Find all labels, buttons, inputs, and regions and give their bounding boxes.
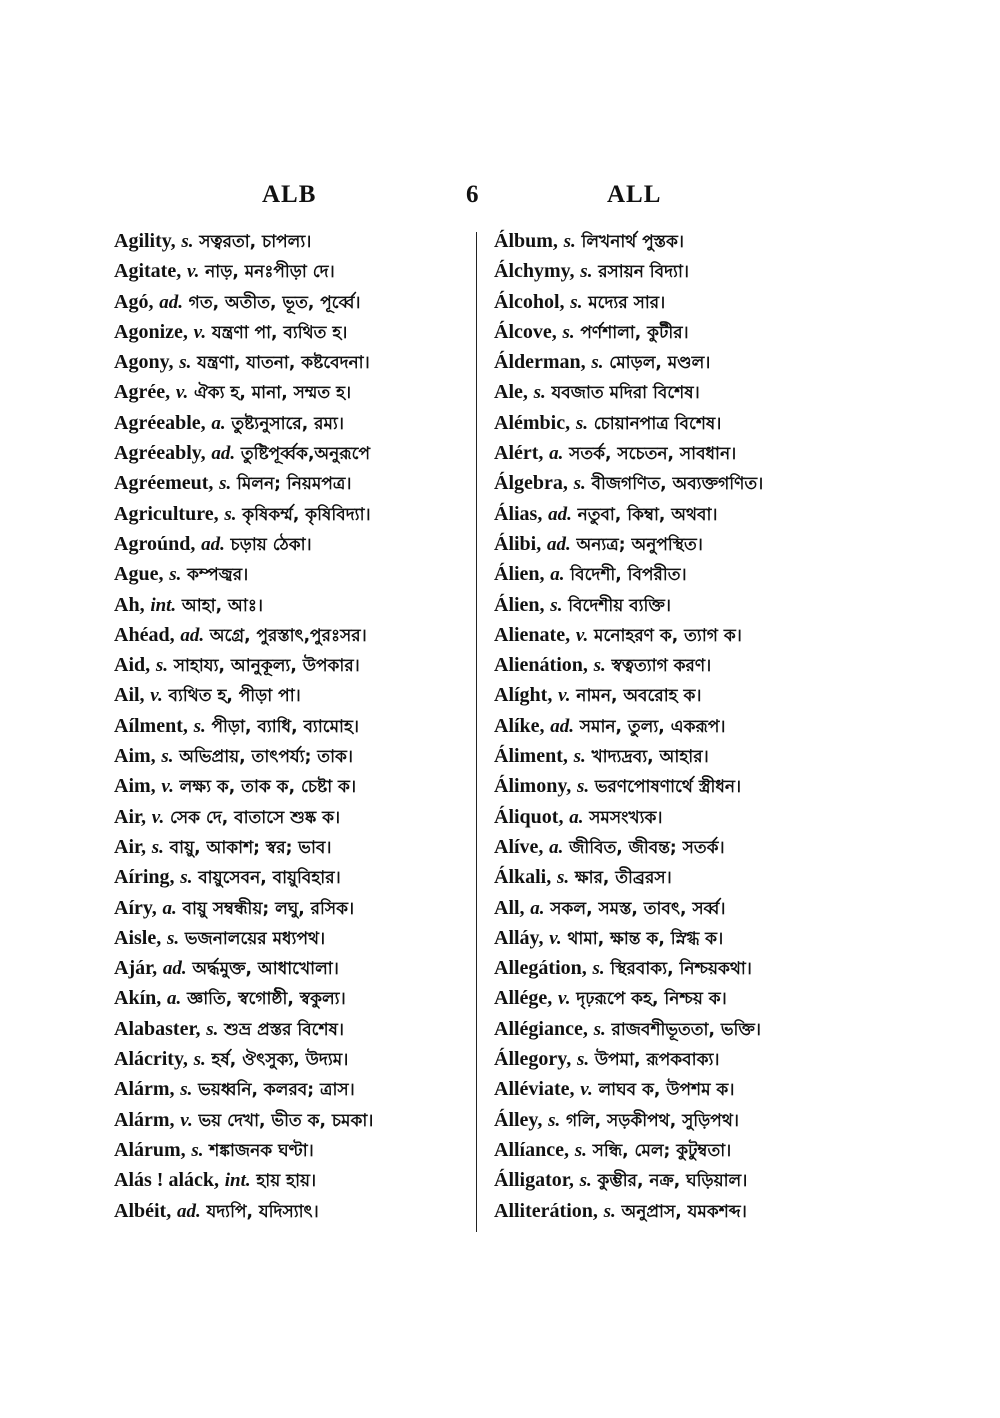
headword: Álkali, [494,866,552,889]
part-of-speech: v. [150,685,163,707]
dictionary-entry [494,650,866,680]
definition: কম্পজ্বর। [187,565,249,586]
page-number: 6 [466,181,480,208]
definition: মনোহরণ ক, ত্যাগ ক। [594,625,742,646]
definition: কুম্ভীর, নক্র, ঘড়িয়াল। [597,1171,748,1192]
dictionary-entry [494,802,866,832]
headword: Agonize, [114,320,188,343]
definition: লিখনার্থ পুস্তক। [581,232,684,252]
page-header [0,181,1000,217]
definition: অনুপ্রাস, যমকশব্দ। [621,1201,747,1222]
dictionary-entry [494,620,866,650]
headword: Agroúnd, [114,532,196,555]
right-column [494,226,866,1226]
definition: বিদেশী, বিপরীত। [570,565,687,586]
part-of-speech: v. [580,1079,593,1101]
part-of-speech: ad. [546,533,571,555]
part-of-speech: s. [570,291,583,313]
definition: রাজবশীভূততা, ভক্তি। [611,1019,761,1040]
definition: সন্ধি, মেল; কুটুম্বতা। [592,1140,732,1161]
definition: যন্ত্রণা, যাতনা, কষ্টবেদনা। [197,353,370,374]
part-of-speech: int. [224,1170,251,1192]
headword: Alabaster, [114,1017,201,1040]
part-of-speech: a. [550,564,565,586]
headword: Allegátion, [494,957,587,980]
dictionary-entry [114,620,486,650]
headword: Aílment, [114,714,188,737]
definition: খাদ্যদ্রব্য, আহার। [591,747,709,768]
dictionary-entry [494,408,866,438]
headword: Akín, [114,987,162,1010]
dictionary-entry [114,680,486,710]
headword: Ague, [114,563,164,586]
part-of-speech: s. [180,867,193,889]
definition: সমান, তুল্য, একরূপ। [579,716,726,737]
headword: Alás ! aláck, [114,1169,219,1192]
definition: বায়ু সম্বন্ধীয়; লঘু, রসিক। [182,898,355,919]
headword: Agriculture, [114,502,219,525]
definition: সেক দে, বাতাসে শুষ্ক ক। [170,807,341,828]
headword: All, [494,896,525,919]
dictionary-entry [494,1196,866,1226]
dictionary-entry [494,499,866,529]
definition: বায়ু, আকাশ; স্বর; ভাব। [169,837,332,858]
headword: Alért, [494,442,544,465]
part-of-speech: a. [549,443,564,465]
definition: যন্ত্রণা পা, ব্যথিত হ। [211,322,348,343]
dictionary-entry [114,408,486,438]
dictionary-entry [114,468,486,498]
definition: স্বত্বত্যাগ করণ। [611,656,712,677]
part-of-speech: v. [186,261,200,283]
dictionary-entry [494,711,866,741]
dictionary-entry [494,226,866,256]
dictionary-entry [114,893,486,923]
headword: Álbum, [494,230,558,252]
dictionary-entry [494,347,866,377]
dictionary-entry [494,1165,866,1195]
headword: Álimony, [494,775,572,798]
headword: Agony, [114,351,174,374]
headword: Alliterátion, [494,1199,598,1222]
part-of-speech: v. [558,685,571,707]
headword: Allégiance, [494,1017,588,1040]
dictionary-entry [494,983,866,1013]
part-of-speech: s. [592,958,605,980]
headword: Air, [114,835,147,858]
part-of-speech: s. [180,1079,193,1101]
dictionary-entry [114,1196,486,1226]
headword: Agréemeut, [114,472,214,495]
headword: Alíght, [494,684,553,707]
definition: নাড়, মনঃপীড়া দে। [205,262,335,283]
definition: থামা, ক্ষান্ত ক, স্নিগ্ধ ক। [567,928,724,949]
definition: চোয়ানপাত্র বিশেষ। [593,413,722,434]
definition: সত্বরতা, চাপল্য। [199,232,312,252]
part-of-speech: v. [161,776,174,798]
dictionary-entry [114,438,486,468]
dictionary-entry [494,1014,866,1044]
part-of-speech: v. [180,1109,193,1131]
definition: কৃষিকর্ম্ম, কৃষিবিদ্যা। [242,504,371,525]
headword: Agréeably, [114,442,206,465]
part-of-speech: ad. [211,443,236,465]
part-of-speech: s. [193,715,206,737]
part-of-speech: v. [549,927,562,949]
part-of-speech: s. [563,231,576,252]
headword: Alláy, [494,926,544,949]
headword: Aisle, [114,926,162,949]
headword: Álchymy, [494,260,575,283]
definition: শুভ্র প্রস্তর বিশেষ। [224,1019,345,1040]
definition: অভিপ্রায়, তাৎপর্য্য; তাক। [179,747,353,768]
definition: সকল, সমস্ত, তাবৎ, সৰ্ব্ব। [550,898,726,919]
definition: রসায়ন বিদ্যা। [598,262,689,283]
dictionary-entry [494,529,866,559]
dictionary-entry [114,983,486,1013]
dictionary-entry [114,1105,486,1135]
definition: যবজাত মদিরা বিশেষ। [551,383,700,404]
headword: Alárm, [114,1108,175,1131]
definition: চড়ায় ঠেকা। [230,534,312,555]
headword: Ajár, [114,957,158,980]
definition: বিদেশীয় ব্যক্তি। [568,595,671,616]
headword: Alácrity, [114,1048,188,1071]
definition: লক্ষ্য ক, তাক ক, চেষ্টা ক। [179,777,357,798]
dictionary-entry [114,287,486,317]
part-of-speech: ad. [180,624,205,646]
dictionary-entry [114,771,486,801]
definition: সাহায্য, আনুকূল্য, উপকার। [173,656,360,677]
headword: Áliment, [494,745,568,768]
dictionary-entry [494,923,866,953]
headword: Ale, [494,381,528,404]
part-of-speech: v. [193,321,207,343]
definition: অন্যত্র; অনুপস্থিত। [576,534,703,555]
definition: জীবিত, জীবন্ত; সতর্ক। [569,837,725,858]
definition: তুষ্ট্যনুসারে, রম্য। [231,413,344,434]
dictionary-entry [114,1044,486,1074]
headword: Áliquot, [494,805,564,828]
part-of-speech: s. [593,1018,606,1040]
part-of-speech: s. [151,836,164,858]
part-of-speech: ad. [550,715,575,737]
dictionary-entry [494,771,866,801]
definition: মদ্যের সার। [588,292,666,313]
definition: মিলন; নিয়মপত্র। [237,474,352,495]
definition: ক্ষার, তীব্ররস। [574,868,672,889]
part-of-speech: s. [576,1049,590,1071]
part-of-speech: int. [150,594,177,616]
definition: ভয়ধ্বনি, কলরব; ত্রাস। [198,1080,355,1101]
part-of-speech: a. [569,806,584,828]
headword: Alienátion, [494,654,588,677]
dictionary-entry [494,1135,866,1165]
definition: অগ্রে, পুরস্তাৎ,পুরঃসর। [209,625,367,646]
part-of-speech: s. [574,1139,587,1161]
dictionary-entry [114,226,486,256]
headword: Albéit, [114,1199,172,1222]
left-column [114,226,486,1226]
dictionary-entry [114,953,486,983]
definition: অৰ্দ্ধমুক্ত, আধাখোলা। [192,959,339,980]
headword: Aíring, [114,866,175,889]
headword: Air, [114,805,147,828]
dictionary-entry [114,256,486,286]
headword: Álcohol, [494,290,565,313]
header-right-guide-word: ALL [607,181,662,208]
dictionary-entry [114,802,486,832]
part-of-speech: s. [179,352,192,374]
definition: বীজগণিত, অব্যক্তগণিত। [591,474,764,495]
headword: Állegory, [494,1048,572,1071]
headword: Álley, [494,1108,543,1131]
part-of-speech: s. [573,746,586,768]
definition: আহা, আঃ। [181,595,263,616]
part-of-speech: s. [193,1049,206,1071]
part-of-speech: v. [175,382,189,404]
dictionary-entry [114,590,486,620]
headword: Alíke, [494,714,545,737]
headword: Alémbic, [494,411,571,434]
dictionary-entry [114,317,486,347]
definition: তুষ্টিপূর্ব্বক,অনুরূপে [240,444,371,465]
part-of-speech: s. [166,927,180,949]
headword: Álien, [494,563,545,586]
definition: নামন, অবরোহ ক। [576,686,702,707]
dictionary-entry [494,953,866,983]
dictionary-entry [494,680,866,710]
dictionary-entry [494,256,866,286]
dictionary-entry [494,438,866,468]
part-of-speech: s. [603,1200,616,1222]
headword: Aim, [114,745,156,768]
headword: Alienate, [494,623,571,646]
headword: Ah, [114,593,145,616]
dictionary-entry [114,650,486,680]
definition: লাঘব ক, উপশম ক। [598,1080,735,1101]
definition: ভরণপোষণার্থে স্ত্রীধন। [594,777,742,798]
part-of-speech: ad. [162,958,187,980]
part-of-speech: s. [591,352,604,374]
definition: পর্ণশালা, কুটীর। [580,322,689,343]
part-of-speech: s. [206,1018,219,1040]
part-of-speech: s. [224,503,237,525]
definition: ঐক্য হ, মানা, সম্মত হ। [194,383,352,404]
part-of-speech: ad. [176,1200,201,1222]
part-of-speech: v. [151,806,165,828]
dictionary-entry [114,923,486,953]
headword: Ahéad, [114,623,175,646]
headword: Allíance, [494,1138,569,1161]
dictionary-entry [494,1074,866,1104]
part-of-speech: s. [593,655,606,677]
definition: পীড়া, ব্যাধি, ব্যামোহ। [211,716,359,737]
part-of-speech: a. [549,836,564,858]
part-of-speech: s. [580,261,593,283]
definition: জ্ঞাতি, স্বগোষ্ঠী, স্বকুল্য। [186,989,346,1010]
dictionary-entry [114,1135,486,1165]
dictionary-entry [494,559,866,589]
part-of-speech: v. [575,624,589,646]
headword: Álderman, [494,351,586,374]
headword: Álias, [494,502,543,525]
part-of-speech: s. [181,231,194,252]
dictionary-entry [114,862,486,892]
headword: Alárm, [114,1078,175,1101]
definition: মোড়ল, মণ্ডল। [609,353,711,374]
part-of-speech: ad. [548,503,572,525]
headword: Allége, [494,987,553,1010]
part-of-speech: s. [155,655,169,677]
dictionary-entry [114,499,486,529]
definition: সমসংখ্যক। [589,807,663,828]
part-of-speech: v. [558,988,571,1010]
definition: স্থিরবাক্য, নিশ্চয়কথা। [610,959,752,980]
definition: গলি, সড়কীপথ, সুড়িপথ। [565,1110,739,1131]
definition: সতর্ক, সচেতন, সাবধান। [569,444,737,465]
definition: হায় হায়। [256,1171,317,1192]
dictionary-entry [494,1105,866,1135]
headword: Álien, [494,593,545,616]
dictionary-entry [114,741,486,771]
headword: Álligator, [494,1169,574,1192]
headword: Agility, [114,230,176,252]
part-of-speech: s. [550,594,563,616]
part-of-speech: s. [169,564,182,586]
part-of-speech: s. [573,473,586,495]
dictionary-entry [114,559,486,589]
headword: Agrée, [114,381,171,404]
part-of-speech: ad. [159,291,183,313]
dictionary-entry [494,832,866,862]
dictionary-entry [114,347,486,377]
dictionary-entry [114,1165,486,1195]
dictionary-entry [114,1074,486,1104]
definition: ভজনালয়ের মধ্যপথ। [184,928,326,949]
definition: নতুবা, কিম্বা, অথবা। [577,504,718,525]
definition: হর্ষ, ঔৎসুক্য, উদ্যম। [211,1050,349,1071]
dictionary-entry [494,377,866,407]
part-of-speech: a. [211,412,226,434]
part-of-speech: s. [548,1109,561,1131]
dictionary-entry [494,317,866,347]
headword: Aíry, [114,896,157,919]
part-of-speech: s. [191,1139,204,1161]
part-of-speech: a. [166,988,182,1010]
part-of-speech: s. [576,776,590,798]
dictionary-entry [114,832,486,862]
headword: Aim, [114,775,156,798]
column-divider [476,232,477,1232]
definition: বায়ুসেবন, বায়ুবিহার। [198,868,341,889]
part-of-speech: a. [530,897,545,919]
dictionary-entry [494,862,866,892]
part-of-speech: s. [562,321,575,343]
dictionary-entry [114,377,486,407]
headword: Agó, [114,290,154,313]
part-of-speech: ad. [201,533,225,555]
dictionary-entry [494,287,866,317]
header-left-guide-word: ALB [262,181,317,208]
headword: Álcove, [494,320,557,343]
part-of-speech: a. [162,897,177,919]
headword: Agitate, [114,260,182,283]
definition: ভয় দেখা, ভীত ক, চমকা। [198,1110,374,1131]
headword: Álibi, [494,532,542,555]
definition: গত, অতীত, ভূত, পূর্ব্বে। [188,292,361,313]
dictionary-entry [494,1044,866,1074]
definition: যদ্যপি, যদিস্যাৎ। [206,1201,319,1222]
headword: Aid, [114,654,151,677]
dictionary-entry [114,1014,486,1044]
definition: ব্যথিত হ, পীড়া পা। [168,686,301,707]
dictionary-entry [114,711,486,741]
definition: দৃঢ়রূপে কহ, নিশ্চয় ক। [576,989,727,1010]
part-of-speech: s. [556,867,570,889]
definition: শঙ্কাজনক ঘণ্টা। [209,1140,314,1161]
headword: Agréeable, [114,411,206,434]
dictionary-entry [114,529,486,559]
headword: Alíve, [494,835,544,858]
part-of-speech: s. [161,746,174,768]
part-of-speech: s. [533,382,546,404]
dictionary-entry [494,590,866,620]
headword: Alléviate, [494,1078,575,1101]
headword: Álgebra, [494,472,568,495]
definition: উপমা, রূপকবাক্য। [594,1050,720,1071]
dictionary-entry [494,468,866,498]
headword: Ail, [114,684,145,707]
headword: Alárum, [114,1138,186,1161]
dictionary-entry [494,741,866,771]
part-of-speech: s. [219,473,232,495]
dictionary-entry [494,893,866,923]
part-of-speech: s. [575,412,588,434]
part-of-speech: s. [579,1170,592,1192]
